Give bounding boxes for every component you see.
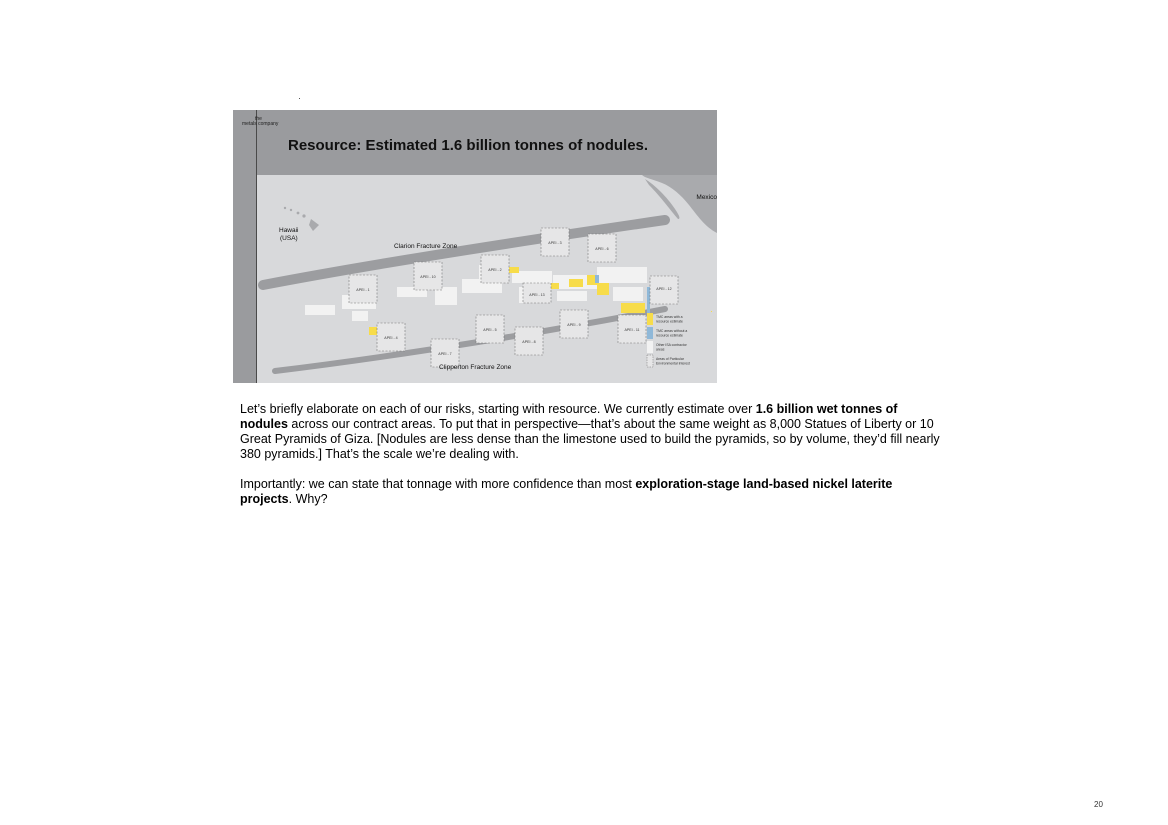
apei-label: APEI - 3 [548,241,562,245]
apei-label: APEI - 8 [522,340,536,344]
clarion-label: Clarion Fracture Zone [394,243,458,250]
legend-text: resource estimate [656,333,683,338]
notes-text: . Why? [288,492,328,506]
notes-paragraph-1 [240,402,940,462]
apei-label: APEI - 10 [420,275,436,279]
legend-text: TMC areas without a [656,329,688,333]
notes-bold-text: exploration-stage land-based nickel laterite projects [240,477,893,506]
notes-text: across our contract areas. To put that in perspective—that’s about the same weight as 8,000 Statues of Liberty or 10 Great Pyramids of Giza. [Nodules are less dense than the limestone used to build the pyramids, so by volume, they’d fill nearly 380 pyramids.] That’s the scale we’re dealing with. [240,417,940,461]
logo-line-2: metals company [242,121,279,127]
stray-dot [299,98,300,99]
legend-swatch-apei [647,355,653,367]
mexico-label: Mexico [696,194,717,201]
apei-label: APEI - 11 [624,328,640,332]
clipperton-fracture-zone [275,309,665,371]
apei-label: APEI - 6 [595,247,609,251]
legend-text: TMC areas with a [656,315,683,319]
apei-label: APEI - 9 [567,323,581,327]
notes-text: Let’s briefly elaborate on each of our risks, starting with resource. We currently estimate over [240,402,756,416]
slide-left-bar [233,110,256,383]
legend-text: Areas of Particular [656,357,684,361]
legend-text: areas [656,347,665,352]
slide-thumbnail [233,110,717,383]
legend-swatch-without-estimate [647,327,653,339]
apei-label: APEI - 1 [356,288,370,292]
logo-line-1: the [255,116,262,122]
legend-swatch-with-estimate [647,313,653,325]
apei-label: APEI - 5 [483,328,497,332]
speaker-notes [240,402,940,522]
legend-text: Other ISA contractor [656,343,687,347]
apei-label: APEI - 2 [488,268,502,272]
apei-label: APEI - 4 [384,336,398,340]
apei-label: APEI - 12 [656,287,672,291]
hawaii-label: Hawaii [279,227,299,234]
clipperton-label: Clipperton Fracture Zone [439,364,512,371]
notes-text: Importantly: we can state that tonnage with more confidence than most [240,477,636,491]
hawaii-country-label: (USA) [280,235,298,242]
legend-text: Environmental Interest [656,361,690,366]
map-legend [647,313,690,367]
legend-swatch-other-contractor [647,341,653,353]
apei-label: APEI - 7 [438,352,452,356]
legend-text: resource estimate [656,319,683,324]
page-number: 20 [1094,800,1103,809]
slide-title: Resource: Estimated 1.6 billion tonnes of nodules. [288,137,649,154]
notes-bold-text: 1.6 billion wet tonnes of nodules [240,402,898,431]
apei-label: APEI - 13 [529,293,545,297]
ccz-map [257,175,717,383]
company-logo [242,117,278,127]
notes-paragraph-2 [240,477,940,507]
